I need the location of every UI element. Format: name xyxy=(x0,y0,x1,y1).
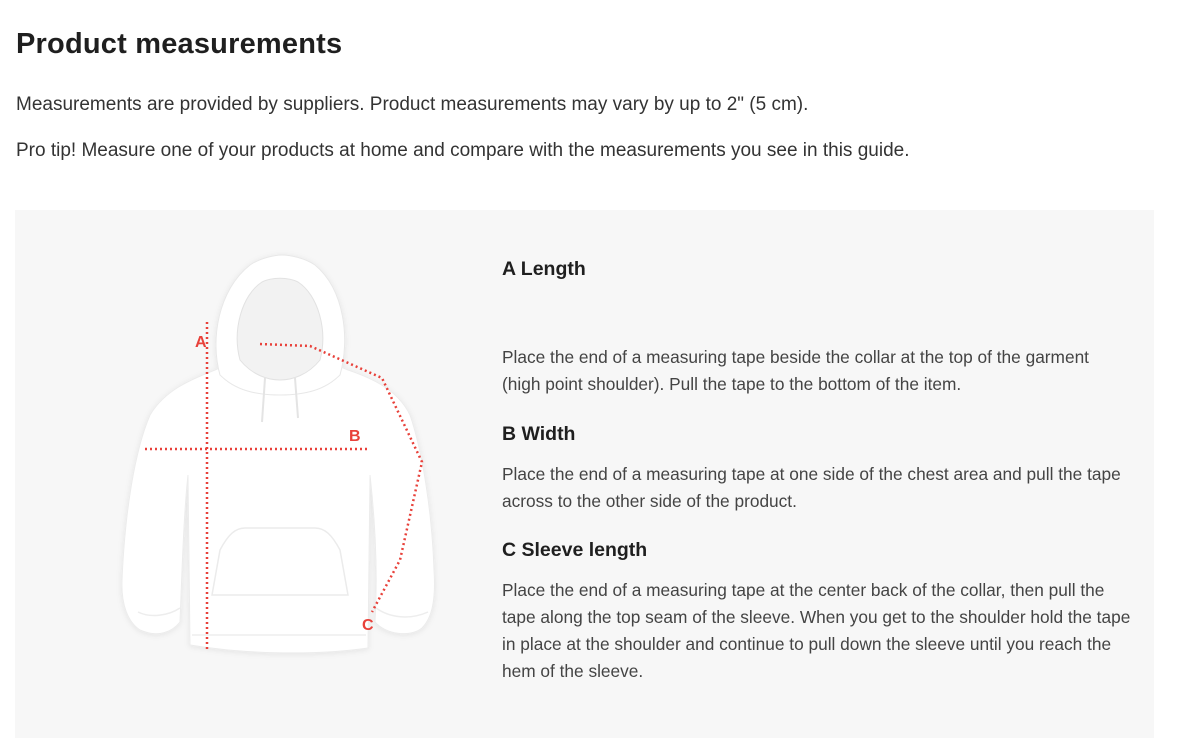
page-title: Product measurements xyxy=(16,28,343,60)
hoodie-illustration xyxy=(122,255,435,653)
width-marker-label: B xyxy=(349,428,361,445)
length-title: A Length xyxy=(502,258,586,280)
length-marker-label: A xyxy=(195,334,207,351)
measurement-guide-panel xyxy=(15,210,1154,738)
sleeve-length-title: C Sleeve length xyxy=(502,539,648,561)
width-description: Place the end of a measuring tape at one side of the chest area and pull the tape across to the other side of the product. xyxy=(502,464,1121,511)
intro-pro-tip: Pro tip! Measure one of your products at home and compare with the measurements you see in this guide. xyxy=(16,140,910,161)
width-title: B Width xyxy=(502,423,576,445)
intro-suppliers-note: Measurements are provided by suppliers. Product measurements may vary by up to 2" (5 cm). xyxy=(16,94,809,115)
sleeve-length-description: Place the end of a measuring tape at the center back of the collar, then pull the tape along the top seam of the sleeve. When you get to the shoulder hold the tape in place at the shoulder and continue to pull down the sleeve until you reach the hem of the sleeve. xyxy=(502,580,1131,681)
length-description: Place the end of a measuring tape beside the collar at the top of the garment (high point shoulder). Pull the tape to the bottom of the item. xyxy=(502,347,1089,394)
hoodie-measurement-diagram xyxy=(110,250,440,670)
sleeve-marker-label: C xyxy=(362,617,374,634)
